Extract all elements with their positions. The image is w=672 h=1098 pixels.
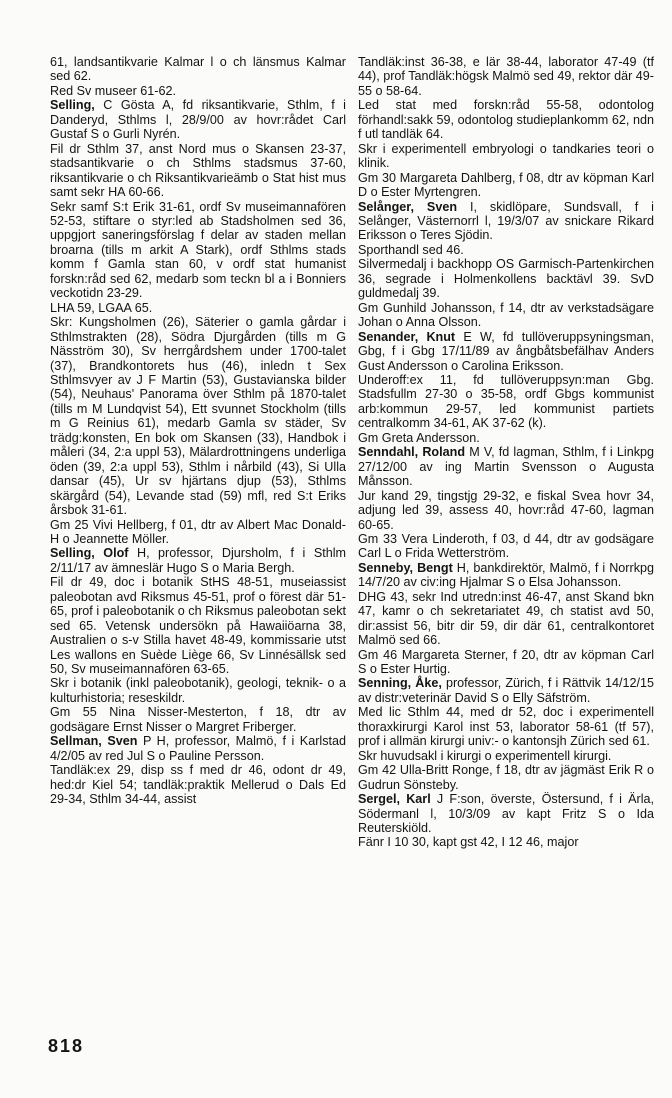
entry-text: Skr: Kungsholmen (26), Säterier o gamla gårdar i Sthlmstrakten (28), Södra Djurgården (tills m G Näsström 30), Sv herrgårdshem under 1700-talet (37), Brandkontorets hus (46), inledn t Sex Sthlmsvyer av J F Martin (53), Gustavianska bilder (54), Neuhaus' Panorama över Sthlm på 1870-talet (tills m M Lundqvist 54), Ett svunnet Stockholm (tills m G Reinius 61), medarb Gamla sv städer, Sv trädg:konsten, En bok om Skansen (33), Handbok i måleri (34, 2:a uppl 53), Mälardrottningens underliga öden (39, 2:a uppl 53), Sthlm i nårbild (43), Si Ulla dansar (45), Ur sv hjärtans djup (53), Sthlms skärgård (54), Levande stad (59) mfl, red S:t Eriks årsbok 31-61. [50,315,346,518]
entry-text: Gm Gunhild Johansson, f 14, dtr av verkstadsägare Johan o Anna Olsson. [358,300,654,330]
entry-text: A, fd riksantikvarie, Sthlm, f i Danderyd, Sthlms l, 28/9/00 av hovr:rådet Carl Gustaf S o Gurli Nyrén. [50,98,346,142]
entry-paragraph [358,835,654,849]
entry-text: Gm 33 Vera Linderoth, f 03, d 44, dtr av godsägare Carl L o Frida Wetterström. [358,531,654,561]
left-column [50,55,346,807]
entry-paragraph [358,431,654,445]
entry-text: professor, Zürich, f i Rättvik 14/12/15 av distr:veterinär David S o Elly Säfström. [358,676,655,705]
entry-text: Sporthandl sed 46. [358,242,464,257]
entry-text: Skr i experimentell embryologi o tandkaries teori o klinik. [358,141,654,171]
entry-paragraph [358,142,654,171]
entry-paragraph [50,142,346,200]
entry-name: Sellman, Sven [50,734,138,749]
entry-text: Tandläk:inst 36-38, e lär 38-44, laborator 47-49 (tf 44), prof Tandläk:högsk Malmö sed 49, rektor där 49-55 o 58-64. [358,55,654,98]
entry-paragraph [358,590,654,648]
biography-entry [358,445,654,488]
entry-text: DHG 43, sekr Ind utredn:inst 46-47, anst Skand bkn 47, kamr o ch sekretariatet 49, ch statist avd 50, dir:assist 56, bitr dir 59, dir där 61, centralkontoret Malmö sed 66. [358,589,654,648]
entry-text: Gm 46 Margareta Sterner, f 20, dtr av köpman Carl S o Ester Hurtig. [358,647,654,677]
entry-text: Jur kand 29, tingstjg 29-32, e fiskal Svea hovr 34, adjung led 39, assess 40, hovr:råd 47-60, lagman 60-65. [358,488,654,532]
entry-text: Gm 42 Ulla-Britt Ronge, f 18, dtr av jägmäst Erik R o Gudrun Sönsteby. [358,763,654,792]
entry-text: H, professor, Djursholm, f i Sthlm 2/11/17 av ämneslär Hugo S o Maria Bergh. [50,546,347,575]
entry-paragraph [358,532,654,561]
entry-text: J F:son, överste, Östersund, f i Ärla, Södermanl l, 10/3/09 av kapt Fritz S o Ida Reuterskiöld. [358,792,654,836]
entry-text: Med lic Sthlm 44, med dr 52, doc i experimentell thoraxkirurgi Karol inst 53, laborator 58-61 (tf 57), prof i allmän kirurgi univ:- o kantonsjh Zürich sed 61. [358,705,654,749]
entry-paragraph [50,676,346,705]
biography-entry [50,98,346,141]
biography-entry [50,734,346,763]
entry-text: Skr huvudsakl i kirurgi o experimentell kirurgi. [358,748,612,763]
entry-paragraph [50,55,346,84]
entry-name: Senander, Knut [358,329,456,344]
entry-paragraph [358,98,654,141]
entry-name: Senndahl, Roland [358,445,466,460]
entry-text: Gm 30 Margareta Dahlberg, f 08, dtr av köpman Karl D o Ester Myrtengren. [358,170,654,200]
entry-paragraph [50,200,346,301]
entry-text: Silvermedalj i backhopp OS Garmisch-Partenkirchen 36, segrade i Holmenkollens backtävl 39. SvD guldmedalj 39. [358,257,654,301]
entry-text: Fänr I 10 30, kapt gst 42, I 12 46, major [358,835,579,850]
entry-text: M V, fd lagman, Sthlm, f i Linkpg 27/12/00 av ing Martin Svensson o Augusta Månsson. [358,445,655,489]
entry-text: Gm 55 Nina Nisser-Mesterton, f 18, dtr av godsägare Ernst Nisser o Margret Friberger. [50,705,346,734]
entry-text: Sekr samf S:t Erik 31-61, ordf Sv museimannafören 52-53, stiftare o styr:led ab Stadsholmen sed 36, uppgjort saneringsförslag f delar av staden mellan broarna (tills m arkit A Stark), ordf Sthlms stads komm f Gamla stan 60, v ordf stat humanist forskn:råd sed 62, medarb som teckn bl a i Bonniers veckotidn 23-29. [50,199,346,301]
entry-paragraph [50,763,346,806]
entry-text: I, skidlöpare, Sundsvall, f i Selånger, Västernorrl l, 19/3/07 av snickare Rikard Eriksson o Teres Sjödin. [358,199,654,243]
entry-text: H, bankdirektör, Malmö, f i Norrkpg 14/7/20 av civ:ing Hjalmar S o Elsa Johansson. [358,560,655,590]
biography-entry [358,561,654,590]
entry-paragraph [358,373,654,431]
entry-text: E W, fd tullöveruppsyningsman, Gbg, f i Gbg 17/11/89 av ångbåtsbefälhav Anders Gust Andersson o Carolina Eriksson. [358,329,655,373]
entry-paragraph [358,489,654,532]
entry-paragraph [50,575,346,676]
entry-text: Skr i botanik (inkl paleobotanik), geologi, teknik- o a kulturhistoria; reseskildr. [50,676,346,705]
entry-text: Red Sv museer 61-62. [50,83,176,98]
entry-text: Underoff:ex 11, fd tullöveruppsyn:man Gbg. Stadsfullm 27-30 o 35-58, ordf Gbgs kommunist arb:kommun 29-57, led kommunist partiets centralkomm 34-61, AK 37-62 (k). [358,372,654,431]
entry-paragraph [358,749,654,763]
right-column [358,55,654,850]
biography-entry [358,676,654,705]
entry-paragraph [358,705,654,748]
page-number: 818 [48,1036,85,1056]
entry-paragraph [50,84,346,98]
biography-entry [358,330,654,373]
entry-name: Sergel, Karl [358,792,431,807]
entry-paragraph [50,315,346,517]
entry-paragraph [358,257,654,300]
biography-entry [50,546,346,575]
entry-text: Tandläk:ex 29, disp ss f med dr 46, odont dr 49, hed:dr Kiel 54; tandläk:praktik Mellerud o Dals Ed 29-34, Sthlm 34-44, assist [50,763,346,807]
entry-text: Fil dr Sthlm 37, anst Nord mus o Skansen 23-37, stadsantikvarie o ch Sthlms stadsmus 37-60, riksantikvarie o ch Riksantikvarieämb o Stat hist mus samt sekr HA 60-66. [50,141,346,200]
entry-text: LHA 59, LGAA 65. [50,300,153,315]
entry-paragraph [50,518,346,547]
entry-text: Fil dr 49, doc i botanik StHS 48-51, museiassist paleobotan avd Riksmus 45-51, prof o förest där 51-65, prof i paleobotanik o ch Riksmus paleobotan sekt sed 65. Vetensk undersökn på Hawaiiöarna 38, Australien o s-v Stilla havet 48-49, kommissarie utst Les wallons en Suède Liège 66, Sv Linnésällsk sed 50, Sv museimannafören 63-65. [50,575,346,677]
entry-text: Gm 25 Vivi Hellberg, f 01, dtr av Albert Mac Donald-H o Jeannette Möller. [50,517,346,546]
biography-entry [358,792,654,835]
entry-name: Selånger, Sven [358,199,458,214]
entry-text: Led stat med forskn:råd 55-58, odontolog förhandl:sakk 59, odontolog studieplankomm 62, ndn f utl tandläk 64. [358,98,654,142]
biography-entry [358,200,654,243]
entry-paragraph [50,301,346,315]
entry-paragraph [358,648,654,677]
entry-given-name: C Gösta [103,98,155,113]
entry-name: Senning, Åke, [358,676,442,691]
entry-text: 61, landsantikvarie Kalmar l o ch länsmus Kalmar sed 62. [50,55,346,84]
entry-paragraph [358,55,654,98]
entry-paragraph [50,705,346,734]
entry-paragraph [358,763,654,792]
entry-name: Senneby, Bengt [358,560,453,575]
entry-text: P H, professor, Malmö, f i Karlstad 4/2/05 av red Jul S o Pauline Persson. [50,734,346,763]
entry-paragraph [358,243,654,257]
entry-name: Selling, [50,98,95,113]
entry-name: Selling, Olof [50,546,129,561]
entry-paragraph [358,171,654,200]
entry-paragraph [358,301,654,330]
entry-text: Gm Greta Andersson. [358,430,480,445]
